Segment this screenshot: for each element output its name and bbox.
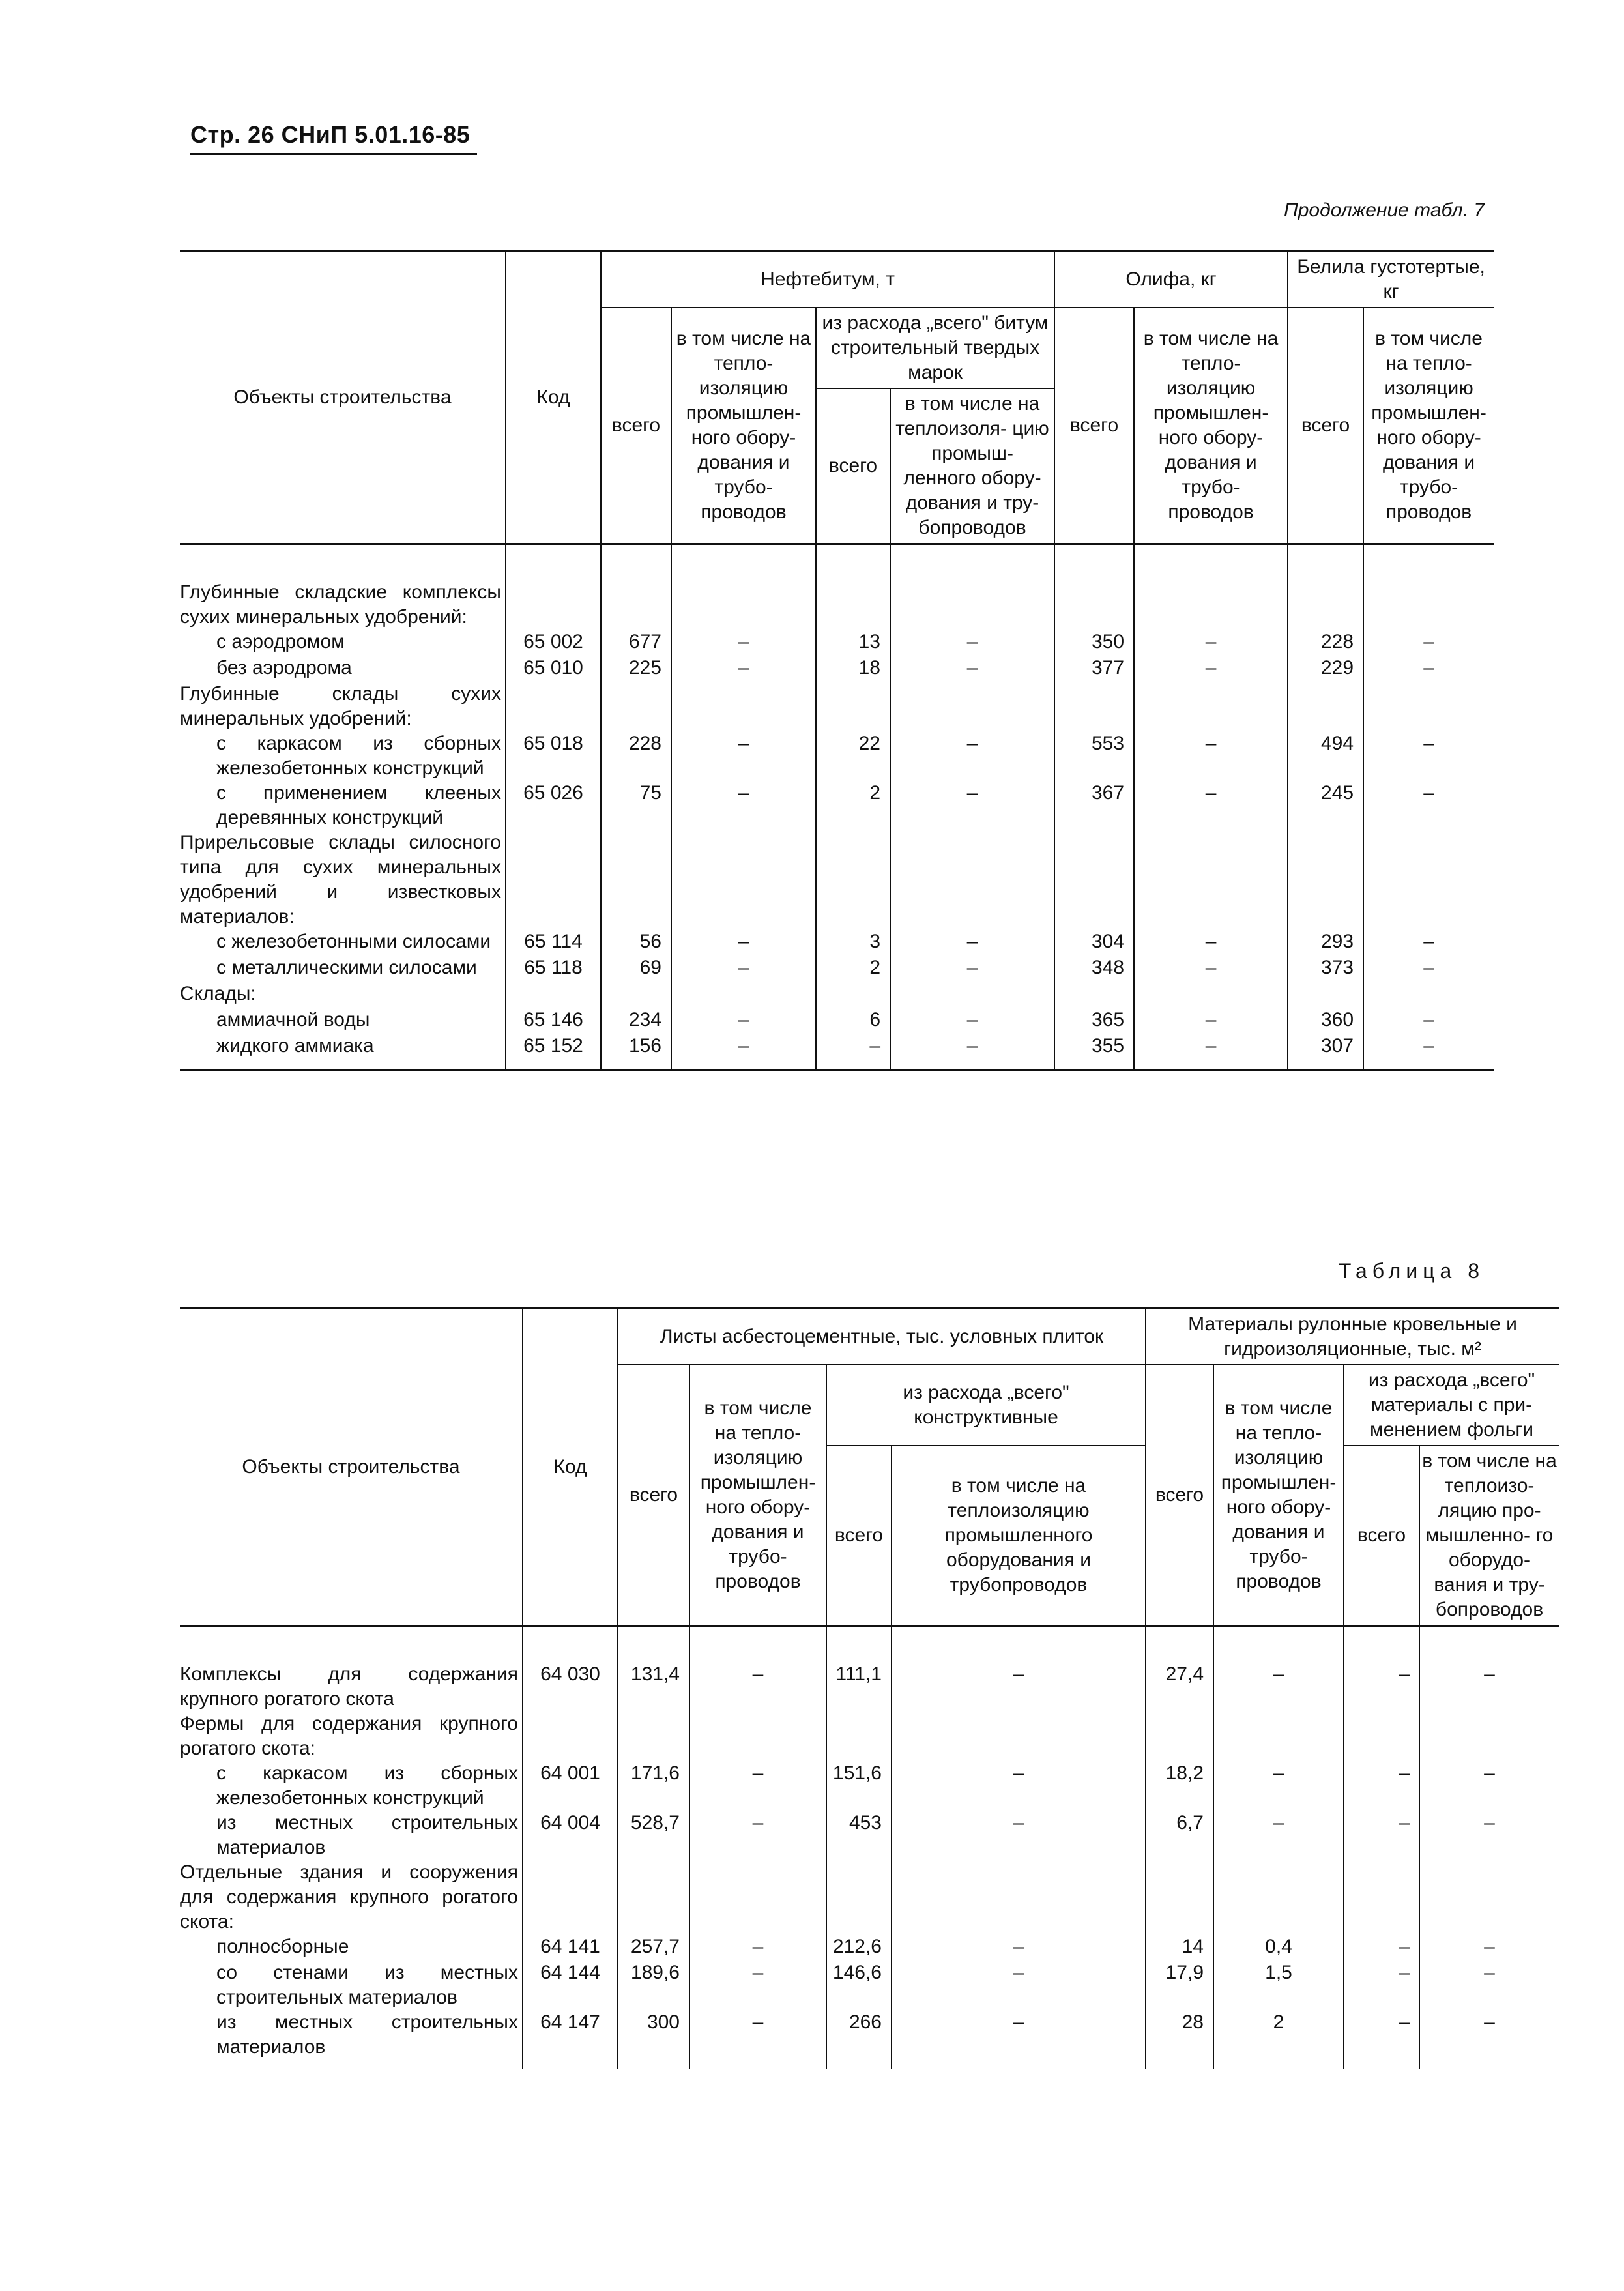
row-value: – (890, 1034, 1054, 1060)
table-row (180, 1811, 1559, 1860)
row-value: 350 (1054, 630, 1134, 656)
row-value: 307 (1288, 1034, 1363, 1060)
table7-continuation-label: Продолжение табл. 7 (1284, 199, 1485, 221)
row-value: – (892, 1934, 1146, 1961)
row-value (671, 580, 816, 630)
row-value (1054, 982, 1134, 1008)
header-code: Код (506, 252, 601, 544)
row-code: 64 030 (523, 1662, 618, 1712)
row-value: – (1363, 731, 1494, 781)
row-value: 494 (1288, 731, 1363, 781)
row-object-name: с железобетонными силосами (180, 929, 506, 956)
row-value: – (1419, 1961, 1559, 2010)
table-row (180, 982, 1494, 1008)
row-value (601, 580, 671, 630)
row-object-name: Прирельсовые склады силосного типа для сухих минеральных удобрений и известковых материалов: (180, 830, 506, 929)
row-value: 131,4 (618, 1662, 689, 1712)
header-total: всего (1054, 308, 1134, 544)
table8-caption: Таблица 8 (1338, 1259, 1485, 1283)
row-code (523, 1712, 618, 1761)
row-value: – (1213, 1662, 1344, 1712)
table-spacer-row (180, 544, 1494, 581)
row-value (1288, 682, 1363, 731)
row-value: – (892, 1961, 1146, 2010)
row-code: 65 118 (506, 956, 601, 982)
header-incl-thermal-short: в том числе на теплоизоля- цию промыш- ленного обору- дования и тру- бопроводов (890, 388, 1054, 544)
table-row (180, 1008, 1494, 1034)
header-incl-thermal: в том числе на тепло- изоляцию промышлен- ного обору- дования и трубо- проводов (671, 308, 816, 544)
row-value: – (1363, 956, 1494, 982)
row-value (1134, 830, 1288, 929)
header-oil-bitumen: Нефтебитум, т (601, 252, 1054, 308)
row-value: – (892, 1761, 1146, 1811)
header-asbestos-sheets: Листы асбестоцементные, тыс. условных плиток (618, 1309, 1146, 1365)
row-value (816, 830, 890, 929)
table-end-row (180, 1060, 1494, 1070)
row-value: 245 (1288, 781, 1363, 830)
row-object-name: Глубинные склады сухих минеральных удобрений: (180, 682, 506, 731)
header-drying-oil: Олифа, кг (1054, 252, 1288, 308)
table-8-body (180, 1626, 1559, 2069)
row-value: – (1134, 929, 1288, 956)
row-value (826, 1860, 892, 1934)
header-total: всего (1344, 1446, 1419, 1626)
row-value (826, 1712, 892, 1761)
header-whitewash: Белила густотертые, кг (1288, 252, 1494, 308)
row-value: – (671, 956, 816, 982)
row-value: – (689, 1811, 826, 1860)
row-value: 27,4 (1146, 1662, 1213, 1712)
row-value: 2 (816, 781, 890, 830)
row-code: 65 152 (506, 1034, 601, 1060)
row-value: – (1344, 1761, 1419, 1811)
header-incl-thermal-asbestos: в том числе на теплоизоляцию промышленного оборудования и трубопроводов (892, 1446, 1146, 1626)
row-value: – (1419, 2010, 1559, 2060)
row-value: – (1363, 630, 1494, 656)
header-objects: Объекты строительства (180, 1309, 523, 1626)
row-value: – (1344, 2010, 1419, 2060)
row-value: 14 (1146, 1934, 1213, 1961)
row-value (890, 830, 1054, 929)
table-row (180, 682, 1494, 731)
row-value (1146, 1712, 1213, 1761)
row-code: 65 002 (506, 630, 601, 656)
row-value: – (892, 1811, 1146, 1860)
row-value: – (1134, 1034, 1288, 1060)
row-value (1344, 1860, 1419, 1934)
row-code (523, 1860, 618, 1934)
row-code: 64 141 (523, 1934, 618, 1961)
row-value: – (689, 2010, 826, 2060)
row-value: – (890, 1008, 1054, 1034)
row-value (689, 1860, 826, 1934)
row-value: 367 (1054, 781, 1134, 830)
header-incl-thermal: в том числе на тепло- изоляцию промышлен- ного обору- дования и трубо- проводов (1363, 308, 1494, 544)
row-value: 189,6 (618, 1961, 689, 2010)
row-value (1363, 830, 1494, 929)
row-object-name: Отдельные здания и сооружения для содержания крупного рогатого скота: (180, 1860, 523, 1934)
row-value (892, 1860, 1146, 1934)
row-value: 3 (816, 929, 890, 956)
row-object-name: Склады: (180, 982, 506, 1008)
row-value (1134, 580, 1288, 630)
row-code: 65 010 (506, 656, 601, 682)
row-value: – (1134, 956, 1288, 982)
row-value: – (689, 1961, 826, 2010)
row-value: – (1363, 656, 1494, 682)
row-value: 257,7 (618, 1934, 689, 1961)
header-total: всего (601, 308, 671, 544)
row-code: 65 146 (506, 1008, 601, 1034)
row-object-name: Комплексы для содержания крупного рогатого скота (180, 1662, 523, 1712)
row-value: – (1134, 781, 1288, 830)
row-value: 228 (601, 731, 671, 781)
row-value: 266 (826, 2010, 892, 2060)
row-value: – (890, 956, 1054, 982)
row-value (1054, 682, 1134, 731)
row-object-name: с каркасом из сборных железобетонных конструкций (180, 731, 506, 781)
header-code: Код (523, 1309, 618, 1626)
header-from-total-structural: из расхода „всего" конструктивные (826, 1365, 1146, 1446)
row-value: – (671, 1008, 816, 1034)
row-value: – (671, 656, 816, 682)
table-row (180, 580, 1494, 630)
row-value (1288, 830, 1363, 929)
row-value: – (890, 781, 1054, 830)
row-object-name: со стенами из местных строительных материалов (180, 1961, 523, 2010)
row-value (1419, 1712, 1559, 1761)
row-value: – (892, 1662, 1146, 1712)
table-end-row (180, 2060, 1559, 2069)
row-value: 2 (816, 956, 890, 982)
table-row (180, 929, 1494, 956)
row-code (506, 682, 601, 731)
row-value: 0,4 (1213, 1934, 1344, 1961)
header-total: всего (826, 1446, 892, 1626)
row-value: – (1363, 1008, 1494, 1034)
table-7 (180, 250, 1494, 1071)
header-total: всего (618, 1365, 689, 1626)
row-object-name: Глубинные складские комплексы сухих минеральных удобрений: (180, 580, 506, 630)
row-value: 18,2 (1146, 1761, 1213, 1811)
table-row (180, 1712, 1559, 1761)
row-value (1363, 682, 1494, 731)
row-value: – (1363, 1034, 1494, 1060)
row-object-name: полносборные (180, 1934, 523, 1961)
row-value: 225 (601, 656, 671, 682)
table-row (180, 1761, 1559, 1811)
row-value (1363, 580, 1494, 630)
header-incl-thermal-foil: в том числе на теплоизо- ляцию про- мышленно- го оборудо- вания и тру- бопроводов (1419, 1446, 1559, 1626)
row-value: 293 (1288, 929, 1363, 956)
row-value (671, 682, 816, 731)
row-value: 1,5 (1213, 1961, 1344, 2010)
row-value: – (890, 630, 1054, 656)
row-object-name: с металлическими силосами (180, 956, 506, 982)
table-row (180, 781, 1494, 830)
row-value (1344, 1712, 1419, 1761)
row-object-name: жидкого аммиака (180, 1034, 506, 1060)
row-value: – (1213, 1761, 1344, 1811)
row-object-name: аммиачной воды (180, 1008, 506, 1034)
row-value: 373 (1288, 956, 1363, 982)
header-total: всего (1288, 308, 1363, 544)
header-incl-thermal: в том числе на тепло- изоляцию промышлен- ного обору- дования и трубо- проводов (689, 1365, 826, 1626)
row-value: 6,7 (1146, 1811, 1213, 1860)
row-value: – (1344, 1961, 1419, 2010)
row-value: – (1363, 929, 1494, 956)
row-value: 304 (1054, 929, 1134, 956)
row-value (1363, 982, 1494, 1008)
table-row (180, 1034, 1494, 1060)
row-value: 234 (601, 1008, 671, 1034)
row-value (1134, 682, 1288, 731)
row-value: 453 (826, 1811, 892, 1860)
row-value (816, 682, 890, 731)
row-value: 13 (816, 630, 890, 656)
row-value: – (1419, 1761, 1559, 1811)
row-value (1213, 1712, 1344, 1761)
table-row (180, 1860, 1559, 1934)
row-object-name: из местных строительных материалов (180, 1811, 523, 1860)
row-value: – (689, 1761, 826, 1811)
row-value: 17,9 (1146, 1961, 1213, 2010)
row-value: – (671, 731, 816, 781)
row-code: 65 026 (506, 781, 601, 830)
page-header: Стр. 26 СНиП 5.01.16-85 (190, 121, 477, 155)
row-value: – (671, 630, 816, 656)
row-value: 212,6 (826, 1934, 892, 1961)
row-value: 156 (601, 1034, 671, 1060)
row-value (890, 580, 1054, 630)
header-objects: Объекты строительства (180, 252, 506, 544)
row-code: 64 147 (523, 2010, 618, 2060)
row-value: 22 (816, 731, 890, 781)
row-value: 2 (1213, 2010, 1344, 2060)
row-code (506, 580, 601, 630)
row-object-name: без аэродрома (180, 656, 506, 682)
row-value: 300 (618, 2010, 689, 2060)
row-value: 111,1 (826, 1662, 892, 1712)
row-value: – (1419, 1811, 1559, 1860)
row-value (618, 1712, 689, 1761)
row-value: – (1134, 1008, 1288, 1034)
row-value: – (689, 1662, 826, 1712)
row-value (689, 1712, 826, 1761)
table-row (180, 1662, 1559, 1712)
row-value (601, 682, 671, 731)
row-value (816, 982, 890, 1008)
header-incl-thermal: в том числе на тепло- изоляцию промышлен- ного обору- дования и трубо- проводов (1134, 308, 1288, 544)
row-value: 228 (1288, 630, 1363, 656)
row-object-name: с применением клееных деревянных конструкций (180, 781, 506, 830)
row-value (618, 1860, 689, 1934)
row-value: – (1213, 1811, 1344, 1860)
row-value: 355 (1054, 1034, 1134, 1060)
row-object-name: из местных строительных материалов (180, 2010, 523, 2060)
row-value: 69 (601, 956, 671, 982)
row-value: 171,6 (618, 1761, 689, 1811)
header-from-total-foil: из расхода „всего" материалы с при- менением фольги (1344, 1365, 1559, 1446)
table-8 (180, 1307, 1559, 2069)
row-value: 348 (1054, 956, 1134, 982)
table-row (180, 956, 1494, 982)
row-value: – (1134, 656, 1288, 682)
row-value: – (890, 929, 1054, 956)
row-value: 28 (1146, 2010, 1213, 2060)
row-value: – (1344, 1934, 1419, 1961)
row-value (1288, 982, 1363, 1008)
header-from-total-bitumen: из расхода „всего" битум строительный твердых марок (816, 308, 1054, 388)
row-value: 528,7 (618, 1811, 689, 1860)
row-code: 64 004 (523, 1811, 618, 1860)
row-object-name: с каркасом из сборных железобетонных конструкций (180, 1761, 523, 1811)
header-total: всего (1146, 1365, 1213, 1626)
row-value: – (1134, 731, 1288, 781)
row-value: – (1363, 781, 1494, 830)
row-value: 56 (601, 929, 671, 956)
row-value (1213, 1860, 1344, 1934)
row-value: 75 (601, 781, 671, 830)
row-value (601, 830, 671, 929)
row-value (1419, 1860, 1559, 1934)
row-value: – (1344, 1811, 1419, 1860)
row-value: 377 (1054, 656, 1134, 682)
table-row (180, 656, 1494, 682)
row-object-name: Фермы для содержания крупного рогатого скота: (180, 1712, 523, 1761)
row-value: – (816, 1034, 890, 1060)
row-value: – (671, 929, 816, 956)
row-value: – (892, 2010, 1146, 2060)
row-value (1054, 830, 1134, 929)
row-value: – (1419, 1934, 1559, 1961)
row-code: 65 018 (506, 731, 601, 781)
row-value: 6 (816, 1008, 890, 1034)
table-row (180, 830, 1494, 929)
row-value (892, 1712, 1146, 1761)
row-value (816, 580, 890, 630)
row-value: 151,6 (826, 1761, 892, 1811)
table-spacer-row (180, 1626, 1559, 1663)
row-code: 65 114 (506, 929, 601, 956)
row-value: – (890, 731, 1054, 781)
row-value (1054, 580, 1134, 630)
table-row (180, 1934, 1559, 1961)
row-value (671, 982, 816, 1008)
row-code: 64 144 (523, 1961, 618, 2010)
table-row (180, 1961, 1559, 2010)
row-value: – (671, 781, 816, 830)
row-value: 553 (1054, 731, 1134, 781)
header-total: всего (816, 388, 890, 544)
row-value: 146,6 (826, 1961, 892, 2010)
row-value (890, 682, 1054, 731)
row-code: 64 001 (523, 1761, 618, 1811)
row-value (1288, 580, 1363, 630)
table-row (180, 630, 1494, 656)
table-row (180, 731, 1494, 781)
row-value: 360 (1288, 1008, 1363, 1034)
row-value: 18 (816, 656, 890, 682)
row-value (1134, 982, 1288, 1008)
row-value: 677 (601, 630, 671, 656)
row-object-name: с аэродромом (180, 630, 506, 656)
row-code (506, 830, 601, 929)
row-value: – (890, 656, 1054, 682)
row-value (890, 982, 1054, 1008)
row-code (506, 982, 601, 1008)
row-value: – (671, 1034, 816, 1060)
header-incl-thermal: в том числе на тепло- изоляцию промышлен- ного обору- дования и трубо- проводов (1213, 1365, 1344, 1626)
header-roll-materials: Материалы рулонные кровельные и гидроизоляционные, тыс. м² (1146, 1309, 1559, 1365)
row-value: 229 (1288, 656, 1363, 682)
row-value: – (1134, 630, 1288, 656)
table-row (180, 2010, 1559, 2060)
table-7-body (180, 544, 1494, 1070)
row-value: – (1344, 1662, 1419, 1712)
row-value: – (1419, 1662, 1559, 1712)
row-value (671, 830, 816, 929)
row-value (601, 982, 671, 1008)
row-value (1146, 1860, 1213, 1934)
row-value: – (689, 1934, 826, 1961)
row-value: 365 (1054, 1008, 1134, 1034)
